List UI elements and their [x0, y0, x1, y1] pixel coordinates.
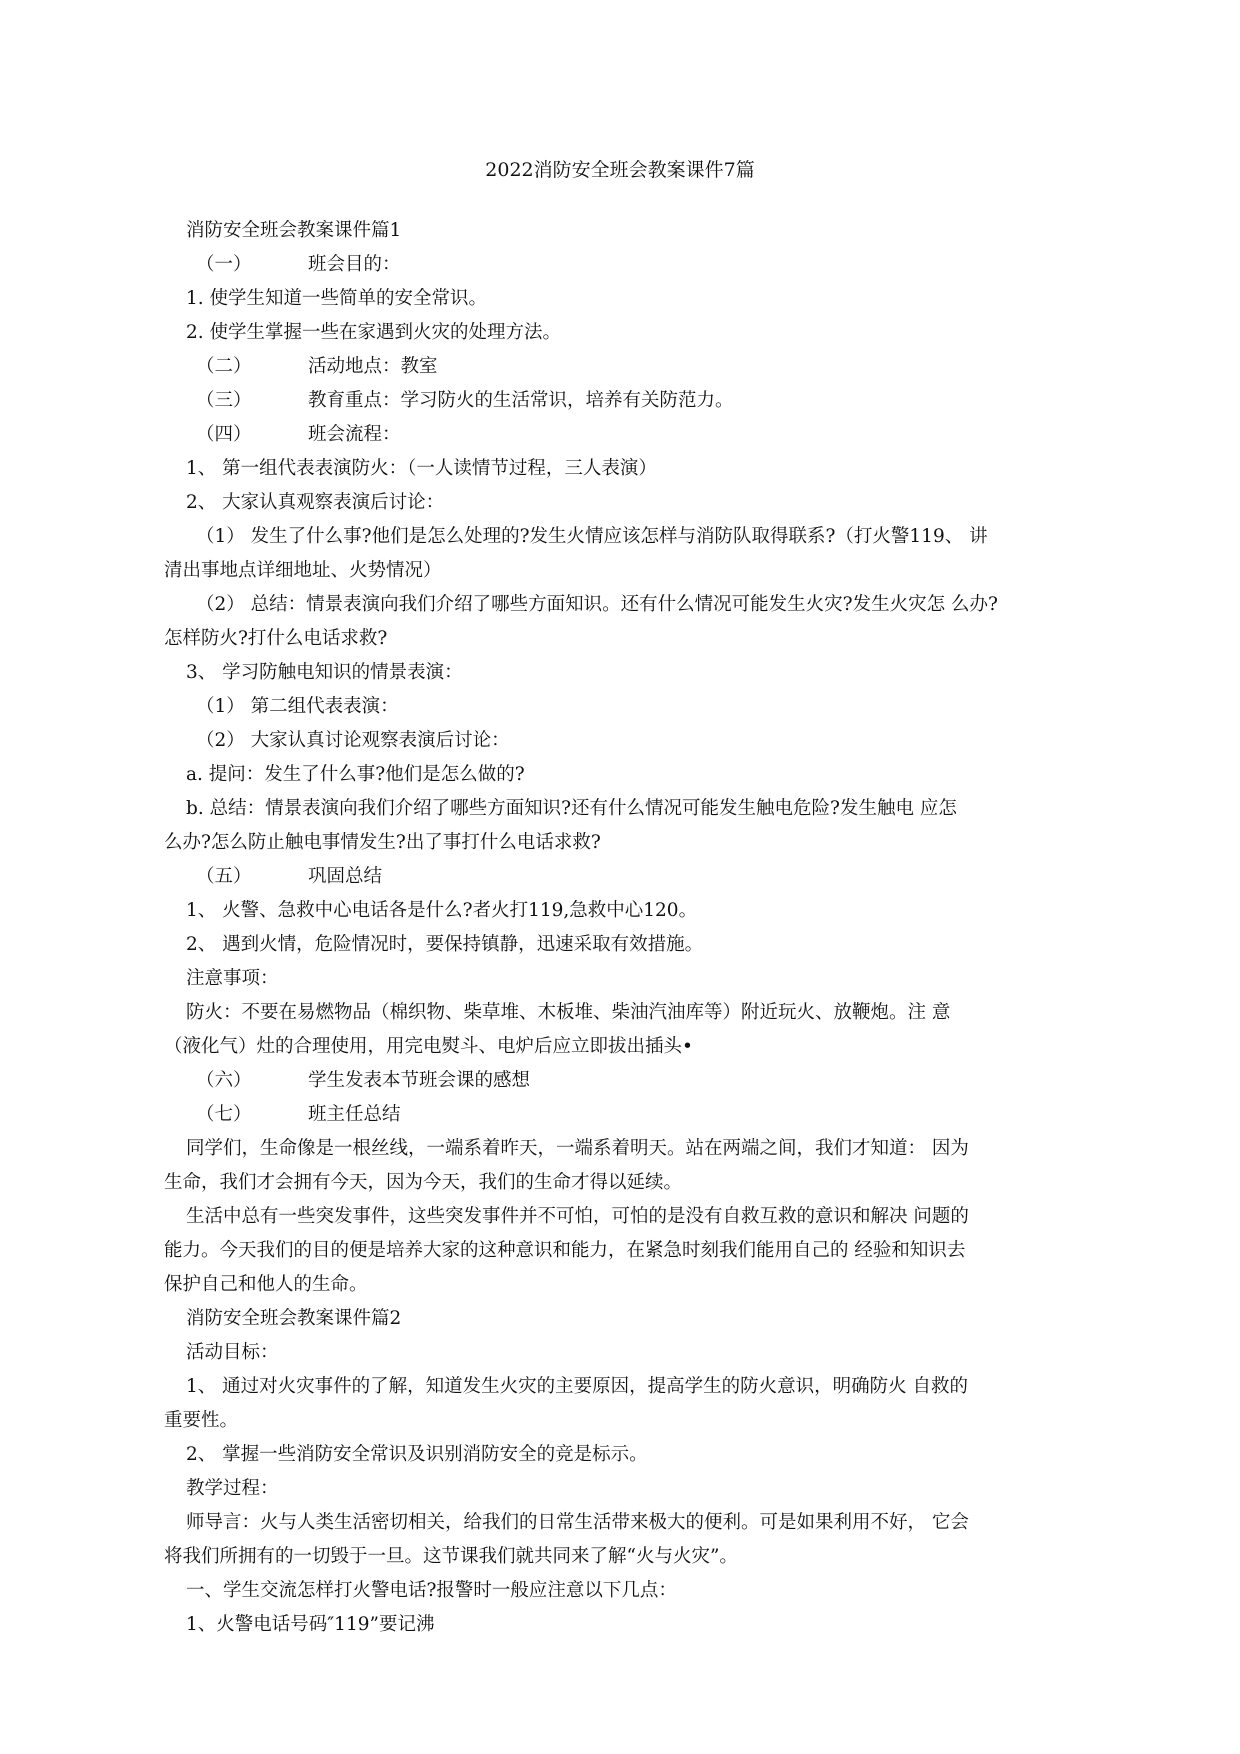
section-number: （二）	[196, 356, 252, 377]
line-text: 教学过程：	[186, 1478, 279, 1499]
section-heading-text: 班会目的：	[308, 254, 401, 275]
text-line	[186, 792, 1058, 826]
text-line	[186, 996, 1058, 1030]
line-text: 3、 学习防触电知识的情景表演：	[186, 662, 463, 683]
text-line	[186, 1438, 1058, 1472]
text-line	[164, 1166, 1058, 1200]
section-heading-text: 活动地点：教室	[308, 356, 438, 377]
line-text: 同学们，生命像是一根丝线，一端系着昨天，一端系着明天。站在两端之间，我们才知道： 因为	[186, 1138, 969, 1159]
line-text: （2） 大家认真讨论观察表演后讨论：	[196, 730, 510, 751]
section-heading-text: 学生发表本节班会课的感想	[308, 1070, 531, 1091]
document-title: 2022消防安全班会教案课件7篇	[485, 159, 755, 181]
line-text: 生命，我们才会拥有今天，因为今天，我们的生命才得以延续。	[164, 1172, 683, 1193]
line-text: （液化气）灶的合理使用，用完电熨斗、电炉后应立即拔出插头•	[164, 1036, 693, 1057]
text-line	[186, 656, 1058, 690]
text-line	[186, 724, 1058, 758]
line-text: （1） 第二组代表表演：	[196, 696, 399, 717]
text-line	[186, 1370, 1058, 1404]
text-line	[186, 1064, 1058, 1098]
text-line	[186, 1336, 1058, 1370]
text-line	[186, 418, 1058, 452]
line-text: 1、 火警、急救中心电话各是什么?者火打119,急救中心120。	[186, 900, 698, 921]
section-number: （五）	[196, 866, 252, 887]
text-line	[164, 1234, 1058, 1268]
line-text: 2、 遇到火情，危险情况时，要保持镇静，迅速采取有效措施。	[186, 934, 704, 955]
line-text: 活动目标：	[186, 1342, 279, 1363]
section-heading-text: 教育重点：学习防火的生活常识，培养有关防范力。	[308, 390, 734, 411]
text-line	[186, 758, 1058, 792]
line-text: 2、 掌握一些消防安全常识及识别消防安全的竞是标示。	[186, 1444, 648, 1465]
section-number: （六）	[196, 1070, 252, 1091]
line-text: 清出事地点详细地址、火势情况）	[164, 560, 442, 581]
text-line	[164, 1540, 1058, 1574]
text-line	[186, 1098, 1058, 1132]
text-line	[186, 282, 1058, 316]
section-number: （四）	[196, 424, 252, 445]
line-text: 怎样防火?打什么电话求救?	[164, 628, 388, 649]
line-text: 重要性。	[164, 1410, 239, 1431]
text-line	[186, 1302, 1058, 1336]
text-line	[186, 486, 1058, 520]
text-line	[186, 350, 1058, 384]
text-line	[186, 1574, 1058, 1608]
section-heading-text: 班主任总结	[308, 1104, 401, 1125]
text-line	[186, 1200, 1058, 1234]
line-text: 1、火警电话号码″119”要记沸	[186, 1614, 435, 1635]
line-text: 2. 使学生掌握一些在家遇到火灾的处理方法。	[186, 322, 562, 343]
text-line	[186, 928, 1058, 962]
line-text: 2、 大家认真观察表演后讨论：	[186, 492, 445, 513]
text-line	[164, 1030, 1058, 1064]
text-line	[186, 1608, 1058, 1642]
section-heading-text: 巩固总结	[308, 866, 383, 887]
line-text: 保护自己和他人的生命。	[164, 1274, 368, 1295]
line-text: 生活中总有一些突发事件，这些突发事件并不可怕，可怕的是没有自救互救的意识和解决 问题的	[186, 1206, 969, 1227]
line-text: 消防安全班会教案课件篇2	[186, 1308, 402, 1329]
line-text: b. 总结：情景表演向我们介绍了哪些方面知识?还有什么情况可能发生触电危险?发生触电 应怎	[186, 798, 957, 819]
text-line	[164, 622, 1058, 656]
line-text: 消防安全班会教案课件篇1	[186, 220, 402, 241]
line-text: 能力。今天我们的目的便是培养大家的这种意识和能力，在紧急时刻我们能用自己的 经验和知识去	[164, 1240, 966, 1261]
text-line	[164, 826, 1058, 860]
section-number: （三）	[196, 390, 252, 411]
text-line	[186, 520, 1058, 554]
line-text: 师导言：火与人类生活密切相关，给我们的日常生活带来极大的便利。可是如果利用不好， 它会	[186, 1512, 969, 1533]
text-line	[186, 1472, 1058, 1506]
text-line	[186, 1132, 1058, 1166]
text-line	[186, 214, 1058, 248]
document-body	[164, 214, 1058, 1642]
section-heading-text: 班会流程：	[308, 424, 401, 445]
line-text: 1. 使学生知道一些简单的安全常识。	[186, 288, 488, 309]
text-line	[186, 860, 1058, 894]
line-text: 1、 通过对火灾事件的了解，知道发生火灾的主要原因，提高学生的防火意识，明确防火 自救的	[186, 1376, 969, 1397]
text-line	[164, 554, 1058, 588]
text-line	[186, 384, 1058, 418]
text-line	[186, 962, 1058, 996]
line-text: 将我们所拥有的一切毁于一旦。这节课我们就共同来了解“火与火灾”。	[164, 1546, 738, 1567]
section-number: （七）	[196, 1104, 252, 1125]
text-line	[186, 690, 1058, 724]
text-line	[186, 316, 1058, 350]
line-text: 么办?怎么防止触电事情发生?出了事打什么电话求救?	[164, 832, 601, 853]
text-line	[186, 248, 1058, 282]
line-text: 注意事项：	[186, 968, 279, 989]
text-line	[186, 588, 1058, 622]
text-line	[186, 452, 1058, 486]
text-line	[164, 1268, 1058, 1302]
line-text: 一、学生交流怎样打火警电话?报警时一般应注意以下几点：	[186, 1580, 677, 1601]
section-number: （一）	[196, 254, 252, 275]
line-text: 1、 第一组代表表演防火：（一人读情节过程，三人表演）	[186, 458, 657, 479]
line-text: （2） 总结：情景表演向我们介绍了哪些方面知识。还有什么情况可能发生火灾?发生火灾怎 么办?	[196, 594, 998, 615]
line-text: a. 提问：发生了什么事?他们是怎么做的?	[186, 764, 525, 785]
text-line	[186, 894, 1058, 928]
line-text: （1） 发生了什么事?他们是怎么处理的?发生火情应该怎样与消防队取得联系?（打火警119、 讲	[196, 526, 988, 547]
line-text: 防火：不要在易燃物品（棉织物、柴草堆、木板堆、柴油汽油库等）附近玩火、放鞭炮。注 意	[186, 1002, 951, 1023]
text-line	[186, 1506, 1058, 1540]
text-line	[164, 1404, 1058, 1438]
